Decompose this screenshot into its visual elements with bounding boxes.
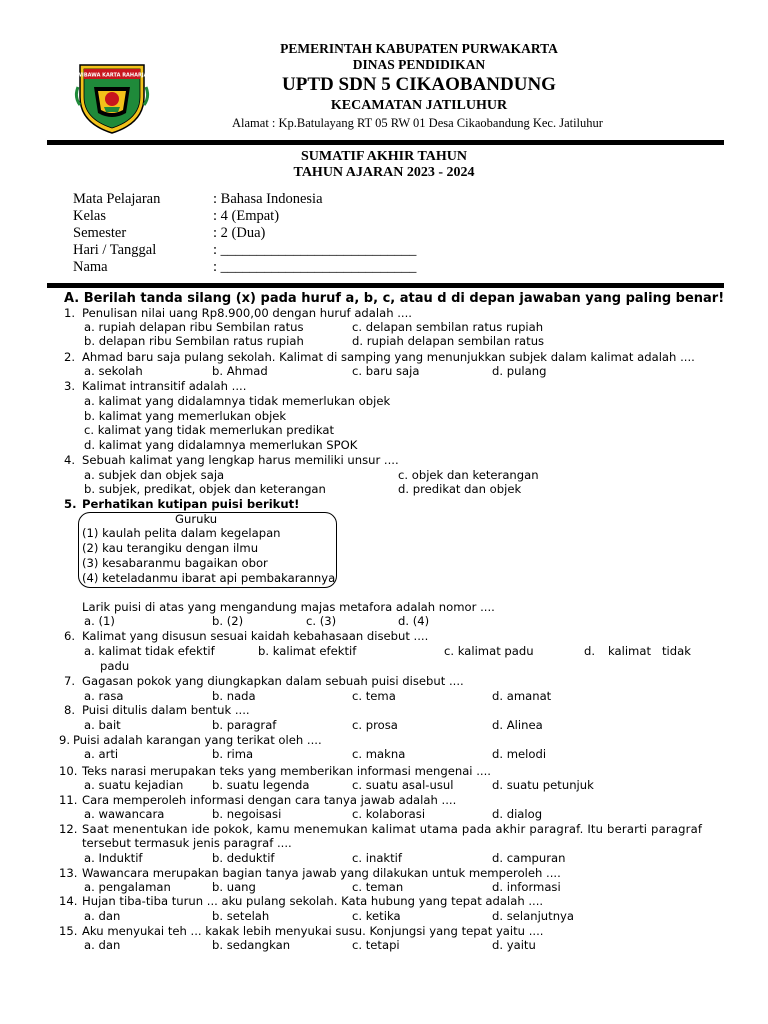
q2-number: 2. (64, 350, 76, 364)
q5-text: Perhatikan kutipan puisi berikut! (82, 497, 300, 511)
q5-option-c[interactable]: c. (3) (306, 614, 337, 628)
q4-option-a[interactable]: a. subjek dan objek saja (84, 468, 225, 482)
q1-text: Penulisan nilai uang Rp8.900,00 dengan huruf adalah .... (82, 306, 412, 320)
q15-option-d[interactable]: d. yaitu (492, 938, 536, 952)
svg-text:WIBAWA KARTA RAHARJA: WIBAWA KARTA RAHARJA (76, 72, 148, 79)
q10-option-d[interactable]: d. suatu petunjuk (492, 778, 594, 792)
q2-option-a[interactable]: a. sekolah (84, 364, 143, 378)
q14-text: Hujan tiba-tiba turun ... aku pulang sekolah. Kata hubung yang tepat adalah .... (82, 894, 544, 908)
q4-option-b[interactable]: b. subjek, predikat, objek dan keterangan (84, 482, 326, 496)
q10-option-c[interactable]: c. suatu asal-usul (352, 778, 454, 792)
q9-text: Puisi adalah karangan yang terikat oleh .... (73, 733, 322, 747)
poem-line-1: (1) kaulah pelita dalam kegelapan (82, 526, 281, 540)
q7-text: Gagasan pokok yang diungkapkan dalam sebuah puisi disebut .... (82, 674, 464, 688)
q15-option-c[interactable]: c. tetapi (352, 938, 400, 952)
q1-option-b[interactable]: b. delapan ribu Sembilan ratus rupiah (84, 334, 304, 348)
q12-number: 12. (59, 822, 78, 836)
q3-option-d[interactable]: d. kalimat yang didalamnya memerlukan SPOK (84, 438, 358, 452)
q6-option-d-word2: tidak (662, 644, 691, 658)
q15-number: 15. (59, 924, 78, 938)
q13-option-d[interactable]: d. informasi (492, 880, 561, 894)
q14-option-c[interactable]: c. ketika (352, 909, 401, 923)
q8-text: Puisi ditulis dalam bentuk .... (82, 703, 250, 717)
q1-option-d[interactable]: d. rupiah delapan sembilan ratus (352, 334, 545, 348)
exam-title: SUMATIF AKHIR TAHUN (301, 149, 467, 164)
q8-option-b[interactable]: b. paragraf (212, 718, 277, 732)
school-address: Alamat : Kp.Batulayang RT 05 RW 01 Desa Cikaobandung Kec. Jatiluhur (232, 116, 603, 130)
q6-option-d-word1: kalimat (608, 644, 652, 658)
school-name: UPTD SDN 5 CIKAOBANDUNG (282, 74, 556, 95)
q10-number: 10. (59, 764, 78, 778)
q14-option-a[interactable]: a. dan (84, 909, 121, 923)
q6-option-a[interactable]: a. kalimat tidak efektif (84, 644, 215, 658)
q13-number: 13. (59, 866, 78, 880)
q8-option-a[interactable]: a. bait (84, 718, 121, 732)
q14-option-d[interactable]: d. selanjutnya (492, 909, 575, 923)
government-line: PEMERINTAH KABUPATEN PURWAKARTA (280, 41, 558, 56)
q2-option-b[interactable]: b. Ahmad (212, 364, 268, 378)
q1-option-c[interactable]: c. delapan sembilan ratus rupiah (352, 320, 544, 334)
q11-option-c[interactable]: c. kolaborasi (352, 807, 426, 821)
q3-number: 3. (64, 379, 76, 393)
q11-option-d[interactable]: d. dialog (492, 807, 543, 821)
poem-title: Guruku (175, 512, 218, 526)
q12-option-c[interactable]: c. inaktif (352, 851, 402, 865)
q10-option-a[interactable]: a. suatu kejadian (84, 778, 184, 792)
q5-option-d[interactable]: d. (4) (398, 614, 430, 628)
q3-option-c[interactable]: c. kalimat yang tidak memerlukan predikat (84, 423, 335, 437)
q2-text: Ahmad baru saja pulang sekolah. Kalimat di samping yang menunjukkan subjek dalam kalimat adalah .... (82, 350, 695, 364)
poem-line-3: (3) kesabaranmu bagaikan obor (82, 556, 268, 570)
q1-number: 1. (64, 306, 76, 320)
exam-year: TAHUN AJARAN 2023 - 2024 (293, 165, 475, 180)
section-a-instruction: A. Berilah tanda silang (x) pada huruf a, b, c, atau d di depan jawaban yang paling benar! (64, 291, 725, 306)
q7-option-b[interactable]: b. nada (212, 689, 256, 703)
q12-text-cont: tersebut termasuk jenis paragraf .... (82, 836, 292, 850)
q4-text: Sebuah kalimat yang lengkap harus memiliki unsur .... (82, 453, 399, 467)
q10-text: Teks narasi merupakan teks yang memberikan informasi mengenai .... (82, 764, 491, 778)
department-line: DINAS PENDIDIKAN (352, 57, 486, 72)
q3-text: Kalimat intransitif adalah .... (82, 379, 247, 393)
header-divider (47, 140, 724, 145)
q2-option-d[interactable]: d. pulang (492, 364, 547, 378)
q12-option-d[interactable]: d. campuran (492, 851, 566, 865)
q6-option-c[interactable]: c. kalimat padu (444, 644, 534, 658)
q5-option-a[interactable]: a. (1) (84, 614, 115, 628)
q2-option-c[interactable]: c. baru saja (352, 364, 420, 378)
q6-option-d-label[interactable]: d. (584, 644, 596, 658)
q13-option-b[interactable]: b. uang (212, 880, 256, 894)
q15-option-b[interactable]: b. sedangkan (212, 938, 291, 952)
q12-option-a[interactable]: a. Induktif (84, 851, 143, 865)
district-line: KECAMATAN JATILUHUR (330, 98, 508, 113)
q6-text: Kalimat yang disusun sesuai kaidah kebahasaan disebut .... (82, 629, 429, 643)
q4-option-c[interactable]: c. objek dan keterangan (398, 468, 539, 482)
q8-option-d[interactable]: d. Alinea (492, 718, 543, 732)
q1-option-a[interactable]: a. rupiah delapan ribu Sembilan ratus (84, 320, 304, 334)
q14-option-b[interactable]: b. setelah (212, 909, 270, 923)
q7-option-a[interactable]: a. rasa (84, 689, 124, 703)
q5-question: Larik puisi di atas yang mengandung majas metafora adalah nomor .... (82, 600, 495, 614)
q10-option-b[interactable]: b. suatu legenda (212, 778, 310, 792)
poem-line-2: (2) kau terangiku dengan ilmu (82, 541, 259, 555)
q13-option-a[interactable]: a. pengalaman (84, 880, 171, 894)
q12-option-b[interactable]: b. deduktif (212, 851, 275, 865)
q7-option-d[interactable]: d. amanat (492, 689, 552, 703)
q8-option-c[interactable]: c. prosa (352, 718, 398, 732)
q4-number: 4. (64, 453, 76, 467)
q3-option-b[interactable]: b. kalimat yang memerlukan objek (84, 409, 287, 423)
q9-number: 9. (59, 733, 71, 747)
q11-number: 11. (59, 793, 78, 807)
q11-option-a[interactable]: a. wawancara (84, 807, 165, 821)
q4-option-d[interactable]: d. predikat dan objek (398, 482, 522, 496)
q7-number: 7. (64, 674, 76, 688)
q3-option-a[interactable]: a. kalimat yang didalamnya tidak memerlukan objek (84, 394, 391, 408)
q6-option-d-word3: padu (100, 659, 130, 673)
q6-number: 6. (64, 629, 76, 643)
identity-divider (47, 283, 724, 288)
q13-option-c[interactable]: c. teman (352, 880, 404, 894)
q9-option-d[interactable]: d. melodi (492, 747, 547, 761)
q5-number: 5. (64, 497, 77, 511)
q9-option-b[interactable]: b. rima (212, 747, 254, 761)
q8-number: 8. (64, 703, 76, 717)
poem-line-4: (4) keteladanmu ibarat api pembakarannya (82, 571, 336, 585)
q12-text: Saat menentukan ide pokok, kamu menemukan kalimat utama pada akhir paragraf. Itu berarti paragraf (82, 822, 703, 836)
q13-text: Wawancara merupakan bagian tanya jawab yang dilakukan untuk memperoleh .... (82, 866, 561, 880)
q6-option-b[interactable]: b. kalimat efektif (258, 644, 357, 658)
q14-number: 14. (59, 894, 78, 908)
q11-option-b[interactable]: b. negoisasi (212, 807, 282, 821)
q9-option-c[interactable]: c. makna (352, 747, 406, 761)
q11-text: Cara memperoleh informasi dengan cara tanya jawab adalah .... (82, 793, 457, 807)
q9-option-a[interactable]: a. arti (84, 747, 119, 761)
q5-option-b[interactable]: b. (2) (212, 614, 244, 628)
q15-option-a[interactable]: a. dan (84, 938, 121, 952)
q15-text: Aku menyukai teh ... kakak lebih menyukai susu. Konjungsi yang tepat yaitu .... (82, 924, 544, 938)
q7-option-c[interactable]: c. tema (352, 689, 396, 703)
